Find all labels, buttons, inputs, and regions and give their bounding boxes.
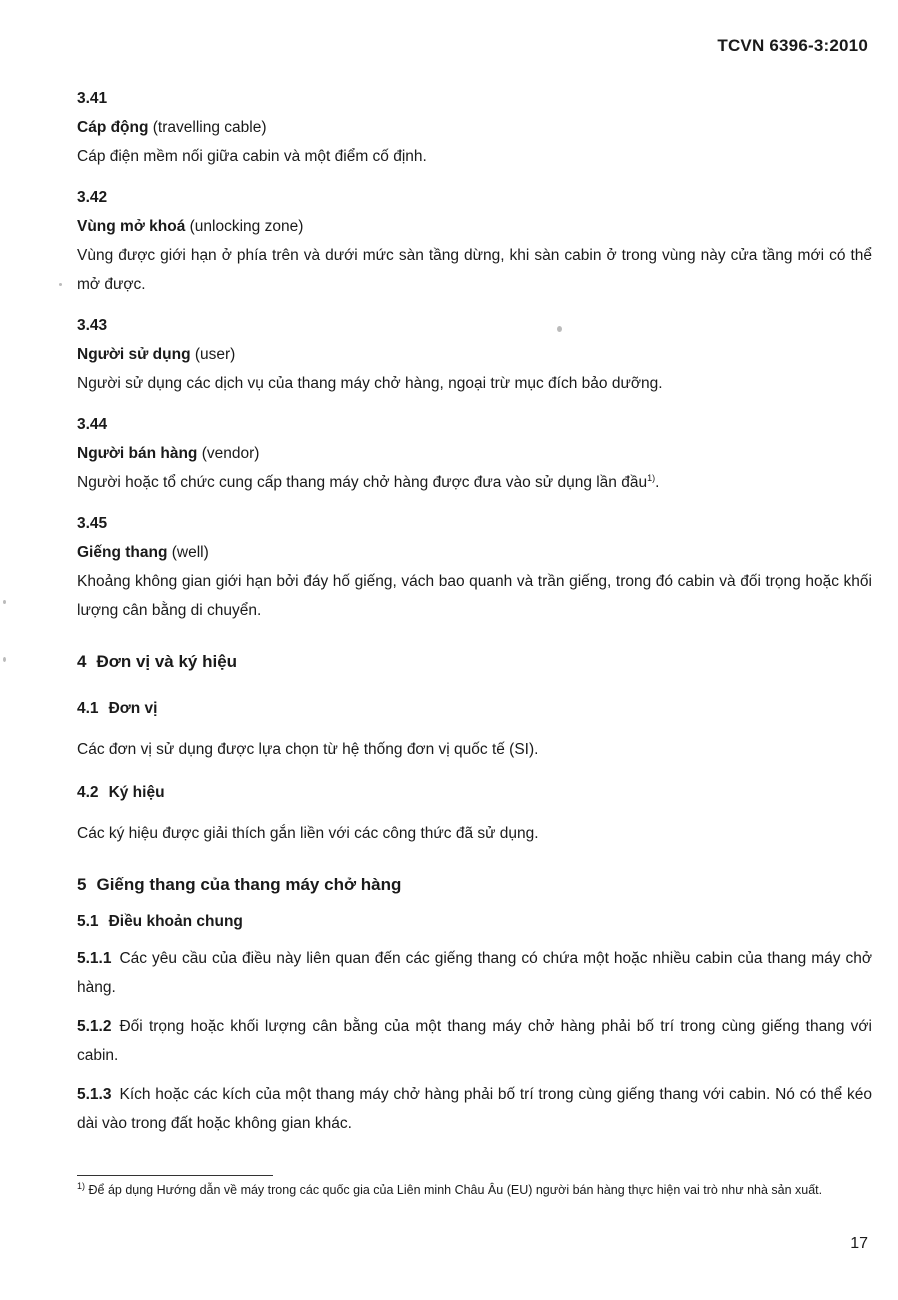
- term-definition: Khoảng không gian giới hạn bởi đáy hố giếng, vách bao quanh và trần giếng, trong đó cabin và đối trọng hoặc khối lượng cân bằng di chuyển.: [77, 573, 872, 619]
- term-name: Vùng mở khoá: [77, 218, 186, 235]
- term-3-41: [77, 84, 872, 171]
- scan-speck: [557, 326, 562, 332]
- page-content: [77, 84, 872, 1148]
- term-english: (user): [190, 346, 236, 363]
- term-name: Người bán hàng: [77, 445, 198, 462]
- term-number: 3.42: [77, 189, 108, 206]
- term-name: Giếng thang: [77, 544, 168, 561]
- clause-5-1-3: 5.1.3 Kích hoặc các kích của một thang máy chở hàng phải bố trí trong cùng giếng thang với cabin. Nó có thể kéo dài vào trong đất hoặc không gian khác.: [77, 1086, 872, 1132]
- term-number: 3.43: [77, 317, 108, 334]
- section-5-heading: 5 Giếng thang của thang máy chở hàng: [77, 875, 402, 894]
- footnote-text: Để áp dụng Hướng dẫn về máy trong các quốc gia của Liên minh Châu Âu (EU) người bán hàng thực hiện vai trò như nhà sản xuất.: [85, 1183, 823, 1197]
- term-english: (unlocking zone): [185, 218, 304, 235]
- clause-5-1-2: 5.1.2 Đối trọng hoặc khối lượng cân bằng của một thang máy chở hàng phải bố trí trong cùng giếng thang với cabin.: [77, 1018, 872, 1064]
- footnote: [77, 1181, 872, 1200]
- term-number: 3.44: [77, 416, 108, 433]
- term-definition: Cáp điện mềm nối giữa cabin và một điểm cố định.: [77, 148, 427, 165]
- footnote-divider: [77, 1175, 273, 1176]
- section-5-1-heading: 5.1 Điều khoản chung: [77, 913, 243, 930]
- term-name: Cáp động: [77, 119, 149, 136]
- standard-code-header: TCVN 6396-3:2010: [717, 36, 868, 55]
- term-3-43: [77, 311, 872, 398]
- section-4-heading: 4 Đơn vị và ký hiệu: [77, 652, 238, 671]
- section-4-1-text: Các đơn vị sử dụng được lựa chọn từ hệ thống đơn vị quốc tế (SI).: [77, 741, 539, 758]
- term-name: Người sử dụng: [77, 346, 191, 363]
- section-4-2-text: Các ký hiệu được giải thích gắn liền với các công thức đã sử dụng.: [77, 825, 539, 842]
- scan-speck: [59, 283, 62, 286]
- footnote-reference: 1): [647, 472, 656, 483]
- term-english: (well): [167, 544, 209, 561]
- term-3-45: [77, 509, 872, 625]
- section-4-2-heading: 4.2 Ký hiệu: [77, 784, 165, 801]
- scan-speck: [3, 600, 6, 604]
- term-3-44: [77, 410, 872, 497]
- footnote-mark: 1): [77, 1180, 86, 1191]
- term-english: (vendor): [197, 445, 260, 462]
- page-number: 17: [850, 1235, 868, 1252]
- term-number: 3.45: [77, 515, 108, 532]
- term-english: (travelling cable): [148, 119, 267, 136]
- section-4-1-heading: 4.1 Đơn vị: [77, 700, 158, 717]
- clause-5-1-1: 5.1.1 Các yêu cầu của điều này liên quan đến các giếng thang có chứa một hoặc nhiều cabin của thang máy chở hàng.: [77, 950, 872, 996]
- term-definition: Người sử dụng các dịch vụ của thang máy chở hàng, ngoại trừ mục đích bảo dưỡng.: [77, 375, 663, 392]
- term-definition: Vùng được giới hạn ở phía trên và dưới mức sàn tầng dừng, khi sàn cabin ở trong vùng này cửa tầng mới có thể mở được.: [77, 247, 872, 293]
- term-3-42: [77, 183, 872, 299]
- term-number: 3.41: [77, 90, 108, 107]
- term-definition: Người hoặc tổ chức cung cấp thang máy chở hàng được đưa vào sử dụng lần đầu$^{1)}$.: [77, 472, 660, 491]
- scan-speck: [3, 657, 6, 662]
